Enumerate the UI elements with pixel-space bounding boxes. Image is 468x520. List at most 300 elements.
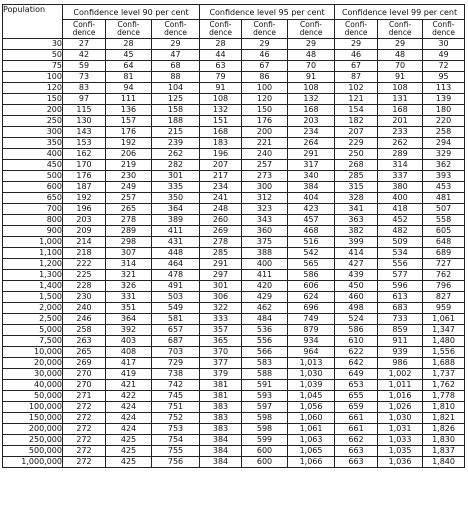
sample-size-cell: 108 bbox=[288, 83, 335, 94]
population-cell: 1,500 bbox=[3, 292, 63, 303]
sample-size-cell: 1,837 bbox=[423, 446, 465, 457]
sample-size-cell: 271 bbox=[63, 391, 106, 402]
sample-size-cell: 424 bbox=[106, 424, 152, 435]
table-row bbox=[3, 61, 465, 72]
sample-size-cell: 272 bbox=[63, 402, 106, 413]
sample-size-cell: 549 bbox=[152, 303, 200, 314]
sample-size-cell: 340 bbox=[288, 171, 335, 182]
sample-size-cell: 1,036 bbox=[378, 457, 423, 468]
sub-header-line: Confi- bbox=[432, 20, 455, 29]
population-cell: 650 bbox=[3, 193, 63, 204]
sample-size-cell: 689 bbox=[423, 248, 465, 259]
sample-size-cell: 329 bbox=[423, 149, 465, 160]
sample-size-cell: 91 bbox=[200, 83, 242, 94]
table-row bbox=[3, 105, 465, 116]
sample-size-cell: 44 bbox=[200, 50, 242, 61]
sample-size-cell: 392 bbox=[106, 325, 152, 336]
sub-header bbox=[335, 20, 378, 39]
sample-size-cell: 67 bbox=[335, 61, 378, 72]
sample-size-cell: 272 bbox=[63, 435, 106, 446]
sub-header-line: dence bbox=[432, 28, 455, 37]
table-row bbox=[3, 358, 465, 369]
sample-size-cell: 42 bbox=[63, 50, 106, 61]
sample-size-cell: 1,061 bbox=[288, 424, 335, 435]
sample-size-cell: 365 bbox=[200, 336, 242, 347]
sample-size-cell: 108 bbox=[378, 83, 423, 94]
sample-size-cell: 268 bbox=[335, 160, 378, 171]
sample-size-cell: 207 bbox=[335, 127, 378, 138]
sub-header-line: dence bbox=[253, 28, 276, 37]
sample-size-cell: 393 bbox=[423, 171, 465, 182]
population-cell: 1,200 bbox=[3, 259, 63, 270]
table-row bbox=[3, 380, 465, 391]
table-row bbox=[3, 204, 465, 215]
sample-size-cell: 29 bbox=[242, 39, 288, 50]
sample-size-cell: 383 bbox=[200, 413, 242, 424]
table-row bbox=[3, 259, 465, 270]
sample-size-cell: 696 bbox=[288, 303, 335, 314]
sample-size-cell: 661 bbox=[335, 413, 378, 424]
sub-header bbox=[200, 20, 242, 39]
sample-size-cell: 203 bbox=[63, 215, 106, 226]
sample-size-cell: 131 bbox=[378, 94, 423, 105]
population-cell: 120 bbox=[3, 83, 63, 94]
sample-size-cell: 113 bbox=[423, 83, 465, 94]
sample-size-cell: 328 bbox=[335, 193, 378, 204]
sample-size-cell: 47 bbox=[152, 50, 200, 61]
sample-size-cell: 262 bbox=[378, 138, 423, 149]
sub-header-line: Confi- bbox=[345, 20, 368, 29]
sample-size-cell: 503 bbox=[152, 292, 200, 303]
table-row bbox=[3, 292, 465, 303]
sample-size-cell: 269 bbox=[200, 226, 242, 237]
sample-size-table bbox=[2, 4, 465, 468]
table-row bbox=[3, 391, 465, 402]
sample-size-cell: 315 bbox=[335, 182, 378, 193]
sample-size-cell: 121 bbox=[335, 94, 378, 105]
sample-size-cell: 201 bbox=[378, 116, 423, 127]
table-row bbox=[3, 116, 465, 127]
sample-size-cell: 314 bbox=[378, 160, 423, 171]
sample-size-cell: 153 bbox=[63, 138, 106, 149]
sample-size-cell: 1,063 bbox=[288, 435, 335, 446]
sample-size-cell: 91 bbox=[378, 72, 423, 83]
population-cell: 800 bbox=[3, 215, 63, 226]
sample-size-cell: 168 bbox=[378, 105, 423, 116]
sample-size-cell: 986 bbox=[378, 358, 423, 369]
table-row bbox=[3, 193, 465, 204]
sample-size-cell: 49 bbox=[423, 50, 465, 61]
sample-size-cell: 1,026 bbox=[378, 402, 423, 413]
sample-size-cell: 663 bbox=[335, 457, 378, 468]
sample-size-cell: 29 bbox=[335, 39, 378, 50]
header-row-sub bbox=[3, 20, 465, 39]
table-row bbox=[3, 226, 465, 237]
sample-size-cell: 683 bbox=[378, 303, 423, 314]
sample-size-cell: 1,016 bbox=[378, 391, 423, 402]
population-cell: 1,300 bbox=[3, 270, 63, 281]
sample-size-cell: 291 bbox=[200, 259, 242, 270]
sample-size-cell: 269 bbox=[63, 358, 106, 369]
sample-size-cell: 249 bbox=[106, 182, 152, 193]
sample-size-cell: 600 bbox=[242, 457, 288, 468]
table-row bbox=[3, 248, 465, 259]
sample-size-cell: 382 bbox=[335, 226, 378, 237]
sample-size-cell: 64 bbox=[106, 61, 152, 72]
table-container bbox=[2, 4, 465, 468]
sample-size-cell: 326 bbox=[106, 281, 152, 292]
sample-size-cell: 1,056 bbox=[288, 402, 335, 413]
sample-size-cell: 1,821 bbox=[423, 413, 465, 424]
sub-header-line: dence bbox=[299, 28, 323, 37]
sub-header-line: dence bbox=[344, 28, 368, 37]
sample-size-cell: 265 bbox=[106, 204, 152, 215]
sub-header-line: dence bbox=[117, 28, 140, 37]
sample-size-cell: 733 bbox=[378, 314, 423, 325]
sample-size-cell: 333 bbox=[200, 314, 242, 325]
sample-size-cell: 1,840 bbox=[423, 457, 465, 468]
sample-size-cell: 388 bbox=[242, 248, 288, 259]
sample-size-cell: 95 bbox=[423, 72, 465, 83]
population-header: Population bbox=[3, 5, 63, 39]
sample-size-cell: 262 bbox=[152, 149, 200, 160]
sub-header bbox=[242, 20, 288, 39]
sample-size-cell: 661 bbox=[335, 424, 378, 435]
sample-size-cell: 403 bbox=[106, 336, 152, 347]
sample-size-cell: 278 bbox=[200, 237, 242, 248]
sample-size-cell: 168 bbox=[288, 105, 335, 116]
sample-size-cell: 100 bbox=[242, 83, 288, 94]
sample-size-cell: 273 bbox=[242, 171, 288, 182]
sample-size-cell: 648 bbox=[423, 237, 465, 248]
sample-size-cell: 1,030 bbox=[288, 369, 335, 380]
sample-size-cell: 600 bbox=[242, 446, 288, 457]
sample-size-cell: 425 bbox=[106, 446, 152, 457]
sample-size-cell: 586 bbox=[288, 270, 335, 281]
table-row bbox=[3, 303, 465, 314]
sample-size-cell: 341 bbox=[335, 204, 378, 215]
population-cell: 700 bbox=[3, 204, 63, 215]
sample-size-cell: 418 bbox=[378, 204, 423, 215]
sample-size-cell: 258 bbox=[423, 127, 465, 138]
table-row bbox=[3, 347, 465, 358]
sample-size-cell: 258 bbox=[63, 325, 106, 336]
sample-size-cell: 86 bbox=[242, 72, 288, 83]
sample-size-cell: 752 bbox=[152, 413, 200, 424]
sample-size-cell: 130 bbox=[63, 116, 106, 127]
sample-size-cell: 248 bbox=[200, 204, 242, 215]
sample-size-cell: 192 bbox=[106, 138, 152, 149]
sample-size-cell: 170 bbox=[63, 160, 106, 171]
sample-size-cell: 598 bbox=[242, 413, 288, 424]
sample-size-cell: 939 bbox=[378, 347, 423, 358]
sample-size-cell: 162 bbox=[63, 149, 106, 160]
sample-size-cell: 230 bbox=[63, 292, 106, 303]
sample-size-cell: 278 bbox=[106, 215, 152, 226]
sample-size-cell: 265 bbox=[63, 347, 106, 358]
sample-size-cell: 1,688 bbox=[423, 358, 465, 369]
sample-size-cell: 360 bbox=[242, 226, 288, 237]
sample-size-cell: 464 bbox=[152, 259, 200, 270]
sample-size-cell: 425 bbox=[106, 457, 152, 468]
sample-size-cell: 102 bbox=[335, 83, 378, 94]
sample-size-cell: 294 bbox=[423, 138, 465, 149]
population-cell: 500,000 bbox=[3, 446, 63, 457]
sample-size-cell: 542 bbox=[288, 248, 335, 259]
sample-size-cell: 63 bbox=[200, 61, 242, 72]
sample-size-cell: 411 bbox=[152, 226, 200, 237]
population-cell: 1,000 bbox=[3, 237, 63, 248]
table-row bbox=[3, 50, 465, 61]
table-row bbox=[3, 413, 465, 424]
table-row bbox=[3, 171, 465, 182]
group-header-90: Confidence level 90 per cent bbox=[63, 5, 200, 20]
sample-size-cell: 424 bbox=[106, 402, 152, 413]
sample-size-cell: 272 bbox=[63, 413, 106, 424]
population-cell: 450 bbox=[3, 160, 63, 171]
sample-size-cell: 228 bbox=[63, 281, 106, 292]
sample-size-cell: 375 bbox=[242, 237, 288, 248]
table-row bbox=[3, 435, 465, 446]
sub-header-line: dence bbox=[209, 28, 232, 37]
sample-size-cell: 192 bbox=[63, 193, 106, 204]
sample-size-cell: 48 bbox=[378, 50, 423, 61]
sample-size-cell: 59 bbox=[63, 61, 106, 72]
population-cell: 2,000 bbox=[3, 303, 63, 314]
sample-size-cell: 81 bbox=[106, 72, 152, 83]
sample-size-cell: 420 bbox=[242, 281, 288, 292]
sample-size-cell: 959 bbox=[423, 303, 465, 314]
sample-size-cell: 1,556 bbox=[423, 347, 465, 358]
sample-size-cell: 727 bbox=[423, 259, 465, 270]
sample-size-cell: 272 bbox=[63, 446, 106, 457]
sample-size-cell: 1,737 bbox=[423, 369, 465, 380]
sub-header-line: dence bbox=[388, 28, 412, 37]
sub-header bbox=[423, 20, 465, 39]
sample-size-cell: 1,762 bbox=[423, 380, 465, 391]
sample-size-cell: 68 bbox=[152, 61, 200, 72]
sample-size-cell: 307 bbox=[106, 248, 152, 259]
sample-size-cell: 581 bbox=[152, 314, 200, 325]
sample-size-cell: 622 bbox=[335, 347, 378, 358]
sample-size-cell: 234 bbox=[200, 182, 242, 193]
sample-size-cell: 565 bbox=[288, 259, 335, 270]
sample-size-cell: 289 bbox=[378, 149, 423, 160]
sample-size-cell: 289 bbox=[106, 226, 152, 237]
sample-size-cell: 29 bbox=[288, 39, 335, 50]
sample-size-cell: 610 bbox=[335, 336, 378, 347]
sample-size-cell: 1,061 bbox=[423, 314, 465, 325]
sample-size-cell: 556 bbox=[378, 259, 423, 270]
population-cell: 5,000 bbox=[3, 325, 63, 336]
sample-size-cell: 29 bbox=[378, 39, 423, 50]
sample-size-cell: 742 bbox=[152, 380, 200, 391]
sample-size-cell: 1,810 bbox=[423, 402, 465, 413]
sample-size-cell: 139 bbox=[423, 94, 465, 105]
population-cell: 40,000 bbox=[3, 380, 63, 391]
sample-size-cell: 427 bbox=[335, 259, 378, 270]
sample-size-cell: 534 bbox=[378, 248, 423, 259]
sample-size-cell: 429 bbox=[242, 292, 288, 303]
sample-size-cell: 229 bbox=[335, 138, 378, 149]
sample-size-cell: 400 bbox=[378, 193, 423, 204]
sample-size-cell: 1,011 bbox=[378, 380, 423, 391]
population-cell: 30 bbox=[3, 39, 63, 50]
sample-size-cell: 222 bbox=[63, 259, 106, 270]
table-row bbox=[3, 215, 465, 226]
sample-size-cell: 653 bbox=[335, 380, 378, 391]
sample-size-cell: 642 bbox=[335, 358, 378, 369]
table-row bbox=[3, 94, 465, 105]
sample-size-cell: 143 bbox=[63, 127, 106, 138]
population-cell: 150,000 bbox=[3, 413, 63, 424]
sample-size-cell: 91 bbox=[288, 72, 335, 83]
group-header-95: Confidence level 95 per cent bbox=[200, 5, 335, 20]
sample-size-cell: 317 bbox=[288, 160, 335, 171]
table-row bbox=[3, 149, 465, 160]
sample-size-cell: 381 bbox=[200, 391, 242, 402]
sample-size-cell: 649 bbox=[335, 369, 378, 380]
table-row bbox=[3, 336, 465, 347]
sample-size-cell: 1,347 bbox=[423, 325, 465, 336]
population-cell: 250 bbox=[3, 116, 63, 127]
population-cell: 150 bbox=[3, 94, 63, 105]
group-header-99: Confidence level 99 per cent bbox=[335, 5, 465, 20]
sample-size-cell: 241 bbox=[200, 193, 242, 204]
sample-size-cell: 182 bbox=[335, 116, 378, 127]
sample-size-cell: 879 bbox=[288, 325, 335, 336]
sample-size-cell: 270 bbox=[63, 380, 106, 391]
sub-header bbox=[378, 20, 423, 39]
sample-size-cell: 196 bbox=[200, 149, 242, 160]
sample-size-cell: 168 bbox=[200, 127, 242, 138]
sample-size-cell: 150 bbox=[242, 105, 288, 116]
sample-size-cell: 323 bbox=[242, 204, 288, 215]
sample-size-cell: 558 bbox=[423, 215, 465, 226]
population-cell: 350 bbox=[3, 138, 63, 149]
population-cell: 1,000,000 bbox=[3, 457, 63, 468]
sample-size-cell: 314 bbox=[106, 259, 152, 270]
sample-size-cell: 491 bbox=[152, 281, 200, 292]
sample-size-cell: 450 bbox=[335, 281, 378, 292]
sample-size-cell: 599 bbox=[242, 435, 288, 446]
sample-size-cell: 452 bbox=[378, 215, 423, 226]
sample-size-cell: 234 bbox=[288, 127, 335, 138]
sub-header bbox=[152, 20, 200, 39]
sample-size-cell: 753 bbox=[152, 424, 200, 435]
table-row bbox=[3, 39, 465, 50]
sample-size-cell: 439 bbox=[335, 270, 378, 281]
sample-size-cell: 207 bbox=[200, 160, 242, 171]
sample-size-cell: 1,031 bbox=[378, 424, 423, 435]
sample-size-cell: 29 bbox=[152, 39, 200, 50]
sample-size-cell: 291 bbox=[288, 149, 335, 160]
population-cell: 900 bbox=[3, 226, 63, 237]
sample-size-cell: 88 bbox=[152, 72, 200, 83]
sample-size-cell: 239 bbox=[152, 138, 200, 149]
sample-size-cell: 219 bbox=[106, 160, 152, 171]
sample-size-cell: 260 bbox=[200, 215, 242, 226]
population-cell: 10,000 bbox=[3, 347, 63, 358]
sample-size-cell: 28 bbox=[106, 39, 152, 50]
sample-size-cell: 749 bbox=[288, 314, 335, 325]
sample-size-cell: 1,830 bbox=[423, 435, 465, 446]
sample-size-cell: 370 bbox=[200, 347, 242, 358]
table-row bbox=[3, 182, 465, 193]
sample-size-cell: 425 bbox=[106, 435, 152, 446]
sample-size-cell: 964 bbox=[288, 347, 335, 358]
sample-size-cell: 272 bbox=[63, 457, 106, 468]
sample-size-cell: 206 bbox=[106, 149, 152, 160]
population-cell: 30,000 bbox=[3, 369, 63, 380]
sample-size-cell: 187 bbox=[63, 182, 106, 193]
sample-size-cell: 655 bbox=[335, 391, 378, 402]
table-row bbox=[3, 325, 465, 336]
sample-size-cell: 1,013 bbox=[288, 358, 335, 369]
population-cell: 100 bbox=[3, 72, 63, 83]
sample-size-cell: 384 bbox=[288, 182, 335, 193]
sample-size-cell: 524 bbox=[335, 314, 378, 325]
sample-size-cell: 343 bbox=[242, 215, 288, 226]
sample-size-cell: 272 bbox=[63, 424, 106, 435]
sample-size-cell: 448 bbox=[152, 248, 200, 259]
table-row bbox=[3, 237, 465, 248]
population-cell: 100,000 bbox=[3, 402, 63, 413]
sample-size-cell: 1,030 bbox=[378, 413, 423, 424]
sample-size-cell: 87 bbox=[335, 72, 378, 83]
sample-size-cell: 362 bbox=[423, 160, 465, 171]
sample-size-cell: 384 bbox=[200, 435, 242, 446]
table-row bbox=[3, 72, 465, 83]
sub-header-line: Confi- bbox=[164, 20, 187, 29]
sample-size-cell: 301 bbox=[152, 171, 200, 182]
sample-size-cell: 598 bbox=[242, 424, 288, 435]
population-cell: 500 bbox=[3, 171, 63, 182]
sample-size-cell: 72 bbox=[423, 61, 465, 72]
sample-size-cell: 566 bbox=[242, 347, 288, 358]
sample-size-cell: 203 bbox=[288, 116, 335, 127]
sample-size-cell: 27 bbox=[63, 39, 106, 50]
sample-size-cell: 176 bbox=[63, 171, 106, 182]
sample-size-cell: 183 bbox=[200, 138, 242, 149]
sample-size-cell: 364 bbox=[106, 314, 152, 325]
sub-header bbox=[106, 20, 152, 39]
sample-size-cell: 381 bbox=[200, 380, 242, 391]
sample-size-cell: 218 bbox=[63, 248, 106, 259]
sample-size-cell: 322 bbox=[200, 303, 242, 314]
table-row bbox=[3, 446, 465, 457]
sample-size-cell: 70 bbox=[378, 61, 423, 72]
sample-size-cell: 399 bbox=[335, 237, 378, 248]
sample-size-cell: 703 bbox=[152, 347, 200, 358]
sample-size-cell: 662 bbox=[335, 435, 378, 446]
sample-size-cell: 120 bbox=[242, 94, 288, 105]
sample-size-cell: 79 bbox=[200, 72, 242, 83]
sample-size-cell: 217 bbox=[200, 171, 242, 182]
sample-size-cell: 457 bbox=[288, 215, 335, 226]
sample-size-cell: 67 bbox=[242, 61, 288, 72]
population-cell: 600 bbox=[3, 182, 63, 193]
sample-size-cell: 1,778 bbox=[423, 391, 465, 402]
sub-header-line: dence bbox=[72, 28, 96, 37]
sample-size-cell: 28 bbox=[200, 39, 242, 50]
sample-size-cell: 624 bbox=[288, 292, 335, 303]
sample-size-cell: 1,039 bbox=[288, 380, 335, 391]
sample-size-cell: 176 bbox=[242, 116, 288, 127]
sample-size-cell: 755 bbox=[152, 446, 200, 457]
population-cell: 300 bbox=[3, 127, 63, 138]
sample-size-cell: 577 bbox=[378, 270, 423, 281]
